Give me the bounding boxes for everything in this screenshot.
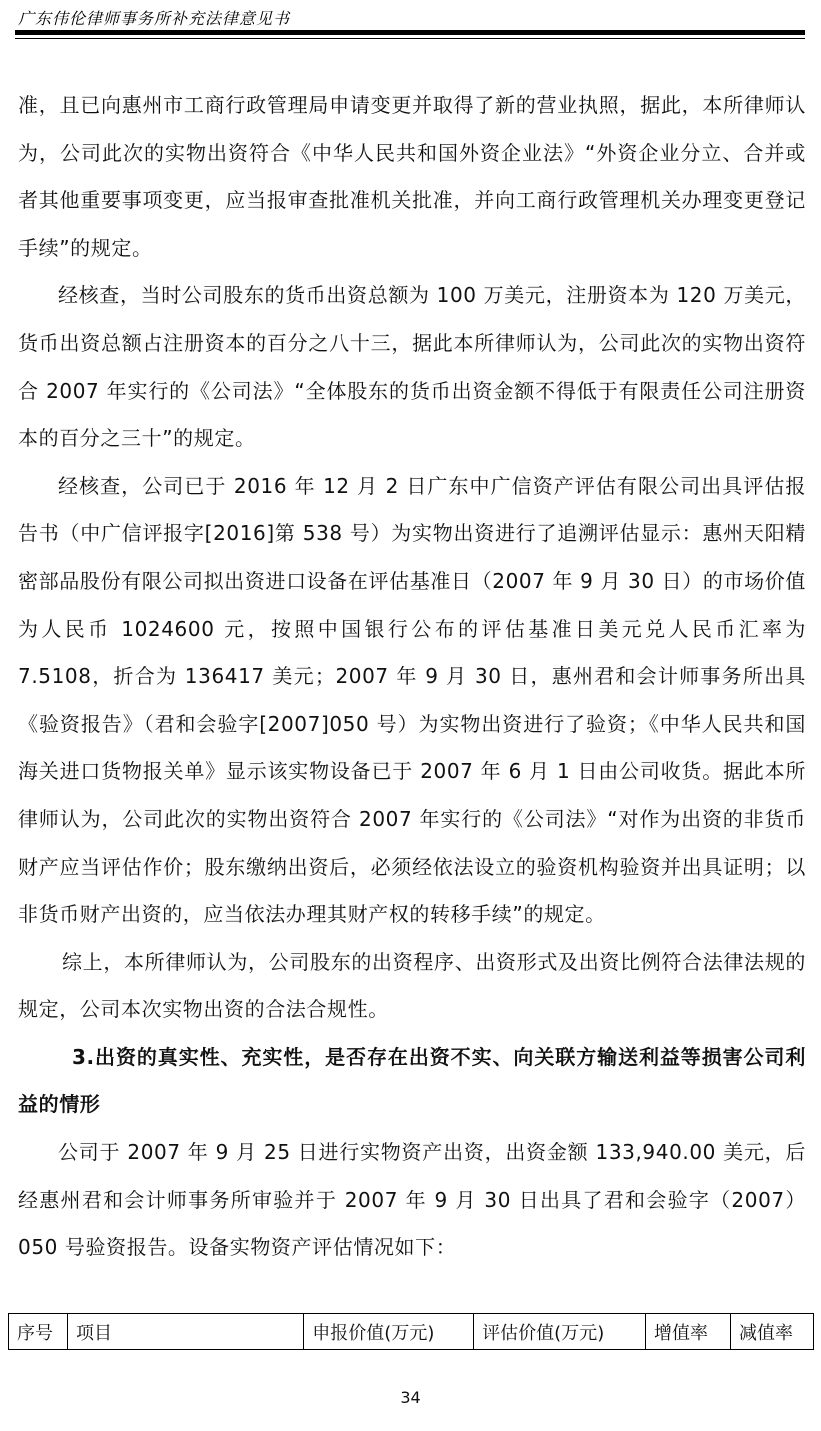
paragraph-monetary-contribution: 经核查，当时公司股东的货币出资总额为 100 万美元，注册资本为 120 万美元，货币出资总额占注册资本的百分之八十三，据此本所律师认为，公司此次的实物出资符合 2007 年实行的《公司法》“全体股东的货币出资金额不得低于有限责任公司注册资本的百分之三十”的规定。 <box>18 283 806 451</box>
paragraph-continuation: 准，且已向惠州市工商行政管理局申请变更并取得了新的营业执照，据此，本所律师认为，公司此次的实物出资符合《中华人民共和国外资企业法》“外资企业分立、合并或者其他重要事项变更，应当报审查批准机关批准，并向工商行政管理机关办理变更登记手续”的规定。 <box>18 93 806 260</box>
document-body <box>18 82 806 1272</box>
table-header-cell: 评估价值(万元) <box>474 1314 646 1350</box>
table-header-row <box>9 1314 814 1350</box>
header-rule-thick <box>15 30 805 35</box>
document-header-title: 广东伟伦律师事务所补充法律意见书 <box>18 9 291 28</box>
table-header-cell: 申报价值(万元) <box>304 1314 474 1350</box>
table-header-cell: 减值率 <box>730 1314 813 1350</box>
paragraph-asset-appraisal: 经核查，公司已于 2016 年 12 月 2 日广东中广信资产评估有限公司出具评估报告书（中广信评报字[2016]第 538 号）为实物出资进行了追溯评估显示：惠州天阳精密部品股份有限公司拟出资进口设备在评估基准日（2007 年 9 月 30 日）的市场价值为人民币 1024600 元，按照中国银行公布的评估基准日美元兑人民币汇率为 7.5108，折合为 136417 美元；2007 年 9 月 30 日，惠州君和会计师事务所出具《验资报告》（君和会验字[2007]050 号）为实物出资进行了验资；《中华人民共和国海关进口货物报关单》显示该实物设备已于 2007 年 6 月 1 日由公司收货。据此本所律师认为，公司此次的实物出资符合 2007 年实行的《公司法》“对作为出资的非货币财产应当评估作价；股东缴纳出资后，必须经依法设立的验资机构验资并出具证明；以非货币财产出资的，应当依法办理其财产权的转移手续”的规定。 <box>18 473 806 927</box>
header-rule-thin <box>15 38 805 39</box>
asset-appraisal-table <box>8 1313 814 1350</box>
section-heading: 3.出资的真实性、充实性，是否存在出资不实、向关联方输送利益等损害公司利益的情形 <box>18 1044 806 1117</box>
table-header-cell: 增值率 <box>646 1314 731 1350</box>
table-header-cell: 项目 <box>67 1314 303 1350</box>
paragraph-contribution-details: 公司于 2007 年 9 月 25 日进行实物资产出资，出资金额 133,940.00 美元，后经惠州君和会计师事务所审验并于 2007 年 9 月 30 日出具了君和会验字（2007）050 号验资报告。设备实物资产评估情况如下： <box>18 1140 806 1260</box>
table-header-cell: 序号 <box>9 1314 68 1350</box>
page-number: 34 <box>400 1388 421 1407</box>
paragraph-conclusion: 综上，本所律师认为，公司股东的出资程序、出资形式及出资比例符合法律法规的规定，公司本次实物出资的合法合规性。 <box>18 949 806 1022</box>
